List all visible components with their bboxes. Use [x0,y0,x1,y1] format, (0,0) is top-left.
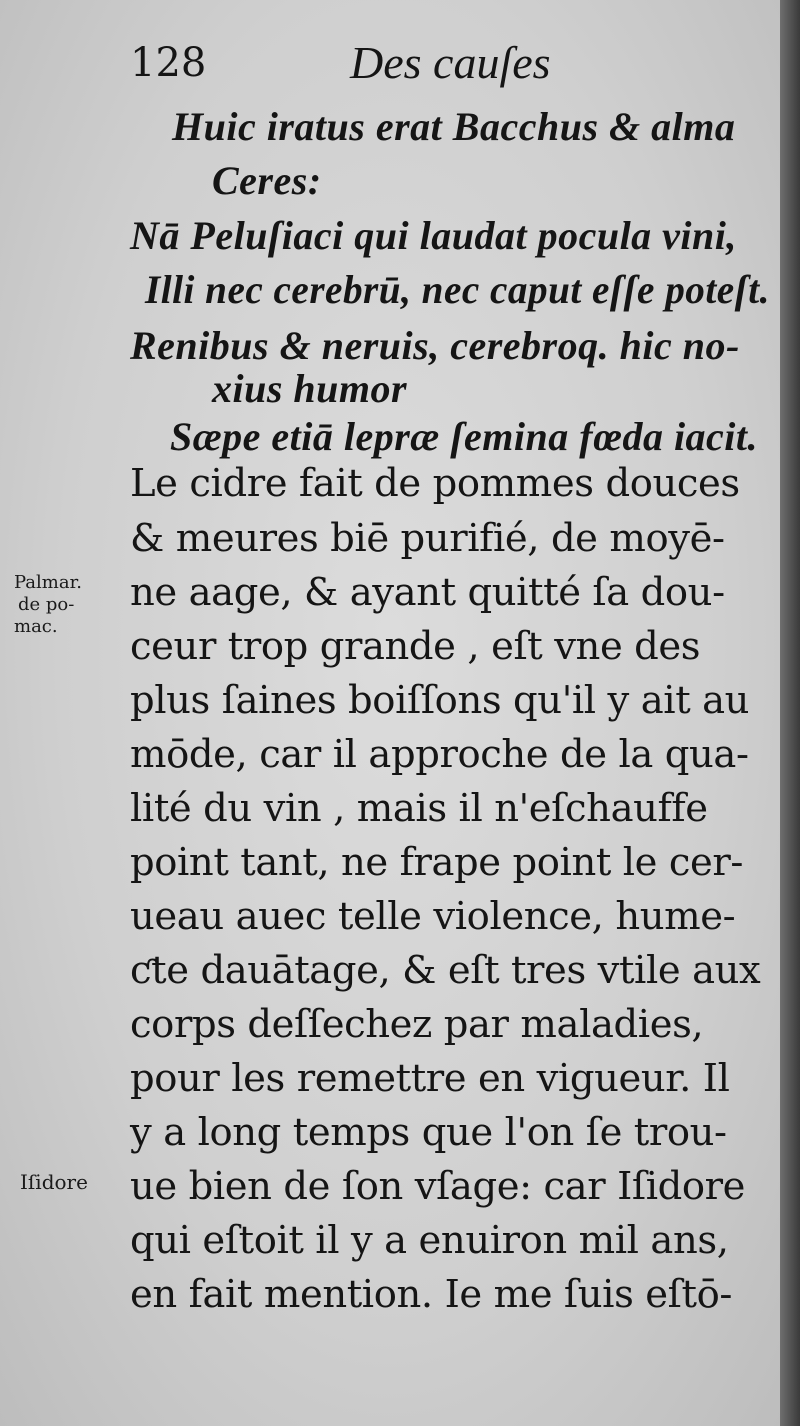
prose-line: ceur trop grande , eſt vne des [130,624,701,669]
verse-line: Nā Peluſiaci qui laudat pocula vini, [130,213,737,258]
prose-line: & meures biē purifié, de moyē- [130,516,725,561]
margin-note: Iſidore [20,1170,88,1194]
prose-line: corps deſſechez par maladies, [130,1002,704,1047]
prose-line: y a long temps que l'on ſe trou- [130,1110,727,1155]
margin-note: de po- [18,594,75,615]
prose-line: plus ſaines boiſſons qu'il y ait au [130,678,750,723]
verse-line: Ceres: [212,158,322,203]
verse-line: xius humor [212,366,408,411]
margin-note: Palmar. [14,572,82,593]
running-title: Des cauſes [350,37,551,88]
page-number: 128 [130,40,207,86]
prose-line: qui eſtoit il y a enuiron mil ans, [130,1218,729,1263]
verse-line: Renibus & neruis, cerebroq. hic no- [130,323,740,368]
prose-line: lité du vin , mais il n'eſchauffe [130,786,708,831]
margin-note: mac. [14,616,58,637]
verse-line: Illi nec cerebrū, nec caput eſſe poteſt. [145,267,770,312]
prose-line: ueau auec telle violence, hume- [130,894,736,939]
verse-line: Huic iratus erat Bacchus & alma [172,104,736,149]
prose-line: point tant, ne frape point le cer- [130,840,744,885]
prose-line: en fait mention. Ie me ſuis eſtō- [130,1272,732,1317]
prose-line: ue bien de ſon vſage: car Iſidore [130,1164,746,1209]
prose-line: ƈte dauātage, & eſt tres vtile aux [130,948,761,993]
prose-line: ne aage, & ayant quitté ſa dou- [130,570,725,615]
prose-line: Le cidre fait de pommes douces [130,461,740,506]
prose-line: mōde, car il approche de la qua- [130,732,749,777]
verse-line: Sæpe etiā lepræ ſemina fœda iacit. [170,414,759,459]
page-edge [780,0,800,1426]
prose-line: pour les remettre en vigueur. Il [130,1056,730,1101]
